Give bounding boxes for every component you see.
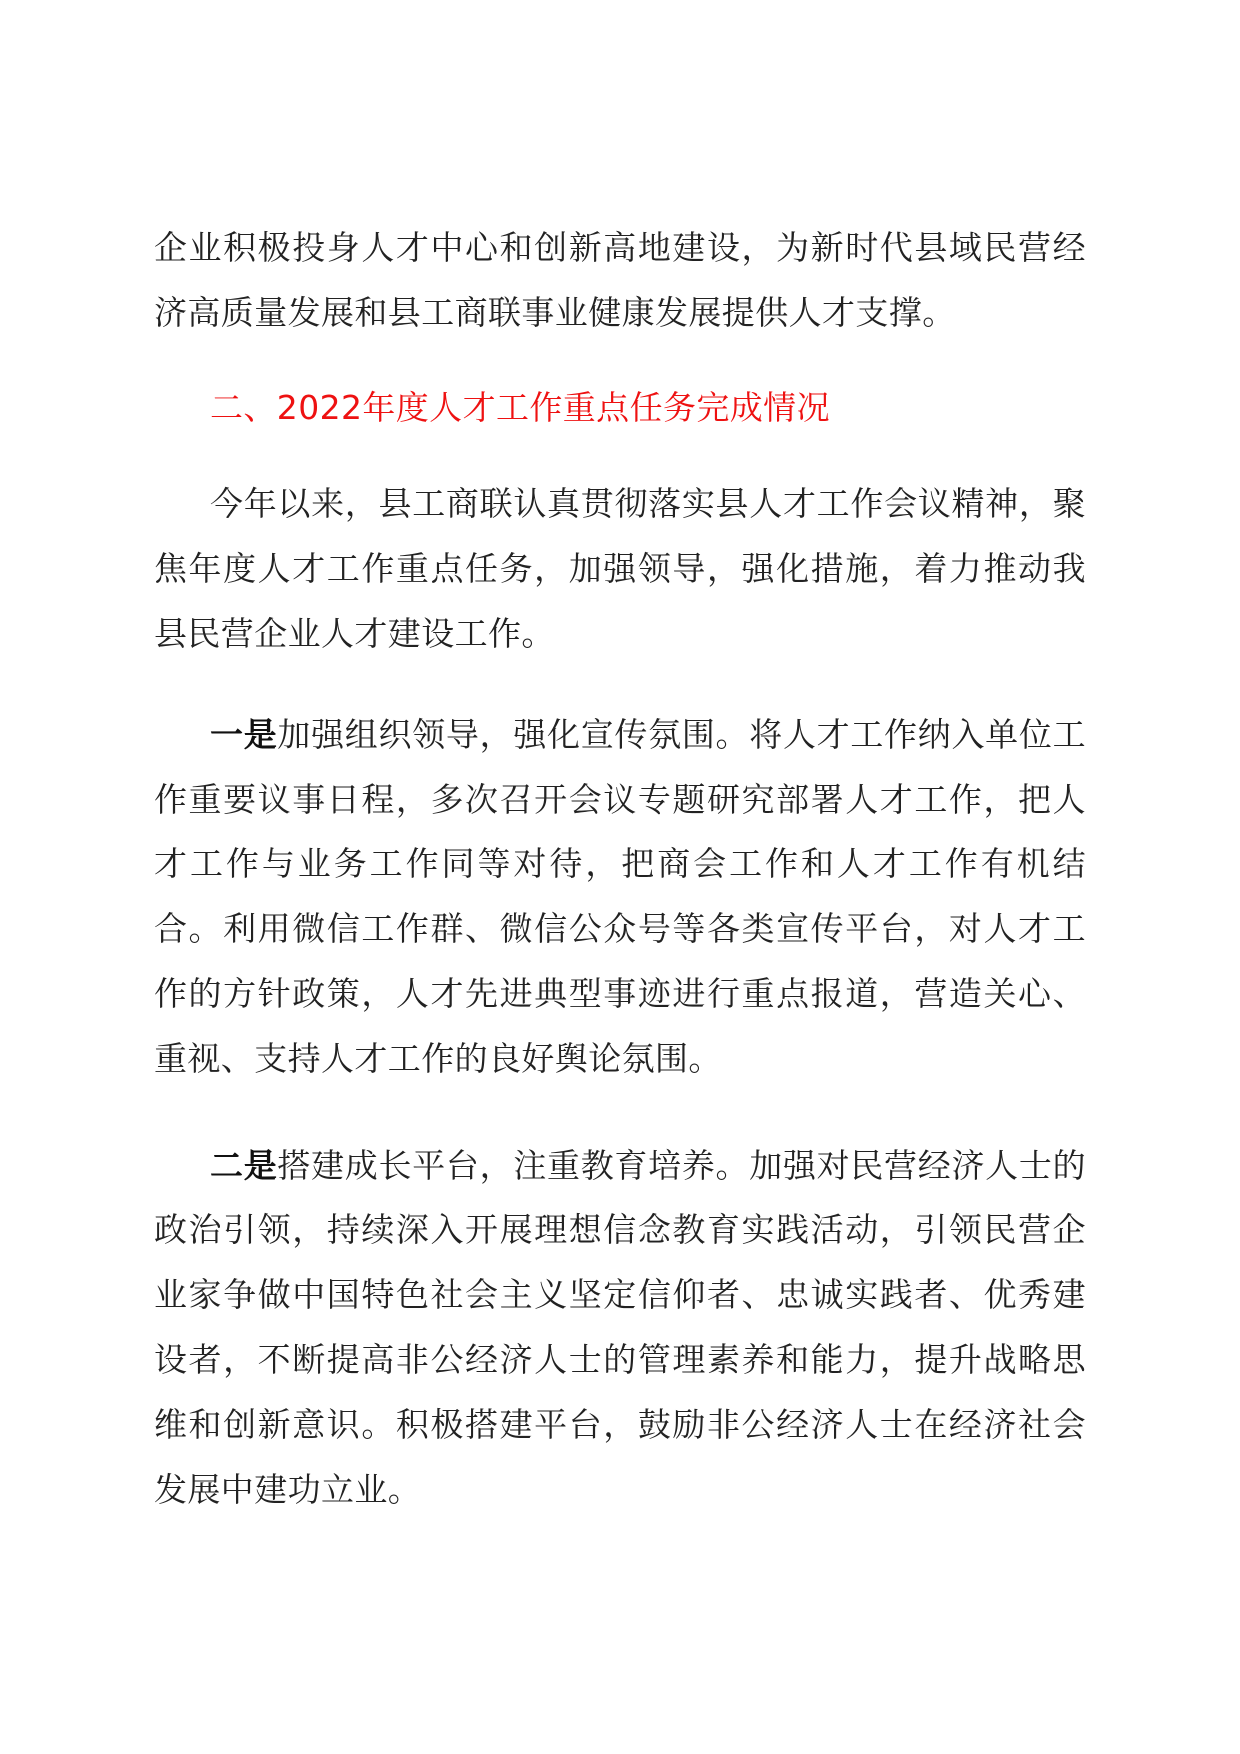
section-heading: 二、2022年度人才工作重点任务完成情况 [210, 387, 830, 427]
paragraph-item-2 [154, 1134, 1086, 1523]
paragraph-overview: 今年以来，县工商联认真贯彻落实县人才工作会议精神，聚焦年度人才工作重点任务，加强领导，强化措施，着力推动我县民营企业人才建设工作。 [154, 484, 1086, 653]
item-1-lead: 一是 [210, 714, 278, 754]
item-2-lead: 二是 [210, 1145, 278, 1185]
paragraph-item-1 [154, 703, 1086, 1092]
paragraph-intro-continuation: 企业积极投身人才中心和创新高地建设，为新时代县域民营经济高质量发展和县工商联事业健康发展提供人才支撑。 [154, 228, 1086, 332]
document-body [154, 216, 1086, 1522]
item-2-text: 搭建成长平台，注重教育培养。加强对民营经济人士的政治引领，持续深入开展理想信念教育实践活动，引领民营企业家争做中国特色社会主义坚定信仰者、忠诚实践者、优秀建设者，不断提高非公经济人士的管理素养和能力，提升战略思维和创新意识。积极搭建平台，鼓励非公经济人士在经济社会发展中建功立业。 [154, 1145, 1086, 1509]
item-1-text: 加强组织领导，强化宣传氛围。将人才工作纳入单位工作重要议事日程，多次召开会议专题研究部署人才工作，把人才工作与业务工作同等对待，把商会工作和人才工作有机结合。利用微信工作群、微信公众号等各类宣传平台，对人才工作的方针政策，人才先进典型事迹进行重点报道，营造关心、重视、支持人才工作的良好舆论氛围。 [154, 714, 1086, 1078]
